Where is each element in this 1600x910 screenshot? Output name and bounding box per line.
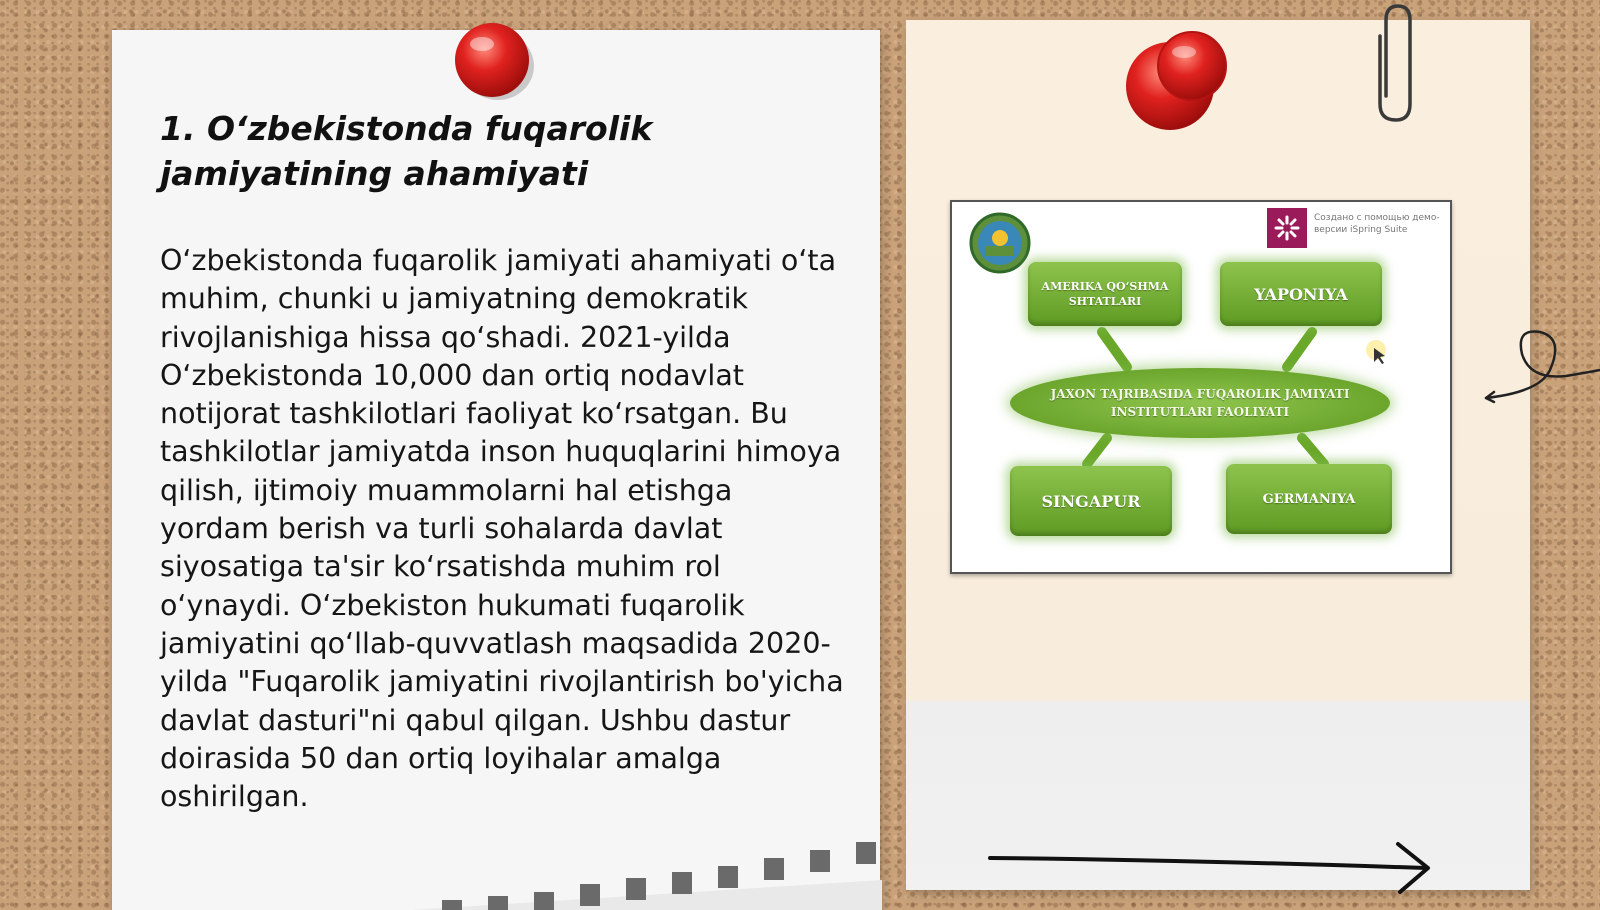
- pushpin-icon: [1122, 30, 1230, 134]
- left-note: [112, 30, 880, 910]
- pushpin-icon: [452, 20, 536, 104]
- box-germany: GERMANIYA: [1226, 464, 1392, 534]
- body-paragraph: O‘zbekistonda fuqarolik jamiyati ahamiyati o‘ta muhim, chunki u jamiyatning demokratik rivojlanishiga hissa qo‘shadi. 2021-yilda O‘zbekistonda 10,000 dan ortiq nodavlat notijorat tashkilotlari faoliyat ko‘rsatgan. Bu tashkilotlar jamiyatda inson huquqlarini himoya qilish, ijtimoiy muammolarni hal etishga yordam berish va turli sohalarda davlat siyosatiga ta'sir ko‘rsatishda muhim rol o‘ynaydi. O‘zbekiston hukumati fuqarolik jamiyatini qo‘llab-quvvatlash maqsadida 2020-yilda "Fuqarolik jamiyatini rivojlantirish bo'yicha davlat dasturi"ni qabul qilgan. Ushbu dastur doirasida 50 dan ortiq loyihalar amalga oshirilgan.: [160, 244, 844, 814]
- slide-image: [950, 200, 1452, 574]
- center-ellipse: JAXON TAJRIBASIDA FUQAROLIK JAMIYATI INSTITUTLARI FAOLIYATI: [1010, 368, 1390, 438]
- paperclip-icon: [1372, 0, 1422, 126]
- box-usa: AMERIKA QO‘SHMA SHTATLARI: [1028, 262, 1182, 326]
- torn-paper-strip: [412, 820, 882, 910]
- arrow-right-icon: [986, 836, 1446, 896]
- curl-doodle-icon: [1480, 310, 1600, 410]
- ispring-logo-icon: [1267, 208, 1307, 248]
- box-japan: YAPONIYA: [1220, 262, 1382, 326]
- box-singapore: SINGAPUR: [1010, 466, 1172, 536]
- emblem-icon: [964, 212, 1036, 274]
- page-title: 1. O‘zbekistonda fuqarolik jamiyatining ahamiyati: [160, 109, 653, 193]
- ispring-watermark-text: Создано с помощью демо-версии iSpring Suite: [1314, 213, 1440, 235]
